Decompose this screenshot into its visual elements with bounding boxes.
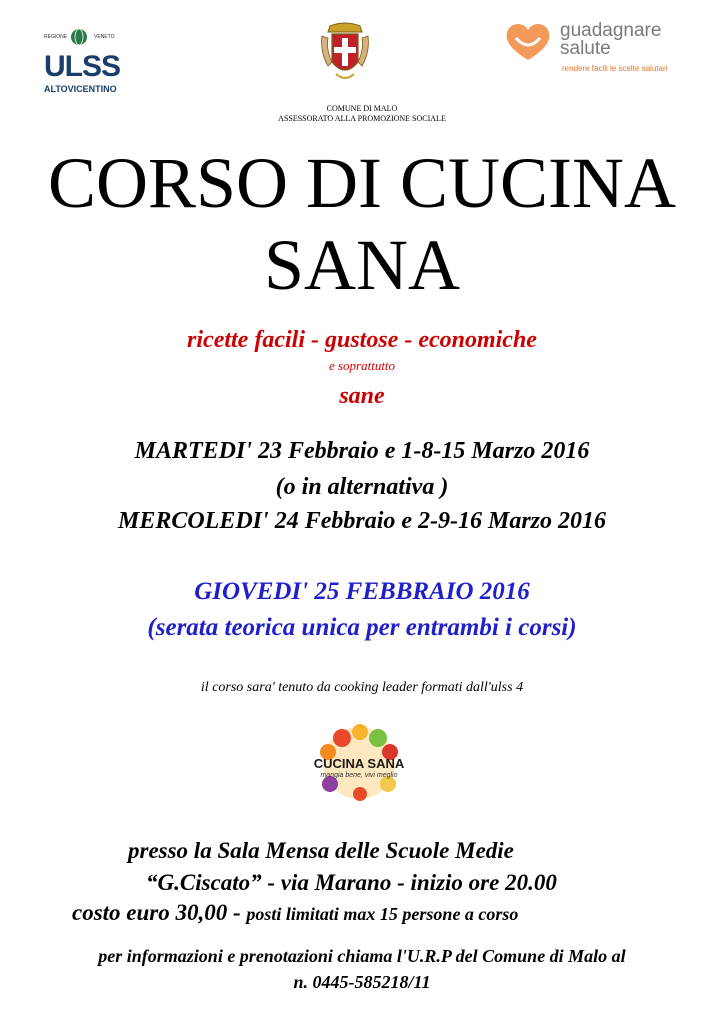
subtitle-line3: sane [339, 383, 385, 409]
ulss-region-right: VENETO [94, 34, 115, 40]
ulss-area: ALTOVICENTINO [44, 84, 117, 94]
page-title [0, 142, 724, 306]
ulss-name: ULSS [44, 50, 121, 83]
venue-line2: “G.Ciscato” - via Marano - inizio ore 20.00 [146, 870, 557, 895]
ulss-logo [40, 28, 130, 98]
schedule-line2: (o in alternativa ) [275, 474, 449, 500]
guadagnare-salute-logo [500, 20, 690, 80]
subtitle-line2: e soprattutto [328, 358, 396, 373]
subtitle-line1: ricette facili - gustose - economiche [187, 327, 537, 353]
title-line2: SANA [263, 225, 461, 305]
venue-line1: presso la Sala Mensa delle Scuole Medie [128, 838, 514, 863]
theory-line1: GIOVEDI' 25 FEBBRAIO 2016 [194, 578, 530, 605]
schedule-line1: MARTEDI' 23 Febbraio e 1-8-15 Marzo 2016 [134, 438, 590, 464]
cucina-logo-title: CUCINA SANA [313, 756, 405, 771]
cucina-sana-logo [298, 724, 420, 802]
venue-seats: posti limitati max 15 persone a corso [246, 904, 519, 924]
contact-line2: n. 0445-585218/11 [293, 972, 431, 992]
globe-icon [70, 28, 88, 46]
gs-line2: salute [560, 38, 611, 59]
org-line1: COMUNE DI MALO [326, 104, 398, 113]
title-line1: CORSO DI CUCINA [47, 143, 677, 223]
heart-smile-icon [504, 22, 552, 62]
schedule-line3: MERCOLEDI' 24 Febbraio e 2-9-16 Marzo 2016 [117, 508, 607, 534]
org-line2: ASSESSORATO ALLA PROMOZIONE SOCIALE [278, 114, 446, 123]
ulss-region-left: REGIONE [44, 34, 68, 40]
contact-line1: per informazioni e prenotazioni chiama l'U.R.P del Comune di Malo al [98, 946, 626, 966]
coat-of-arms-icon [318, 22, 372, 86]
gs-tagline: rendere facili le scelte salutari [562, 64, 668, 73]
cucina-logo-tagline: mangia bene, vivi meglio [320, 772, 398, 779]
venue-cost: costo euro 30,00 - [72, 900, 247, 925]
gs-line1: guadagnare [560, 20, 662, 41]
leader-note: il corso sara' tenuto da cooking leader formati dall'ulss 4 [200, 680, 524, 695]
venue-line3 [72, 898, 518, 931]
theory-line2: (serata teorica unica per entrambi i corsi) [147, 614, 577, 641]
